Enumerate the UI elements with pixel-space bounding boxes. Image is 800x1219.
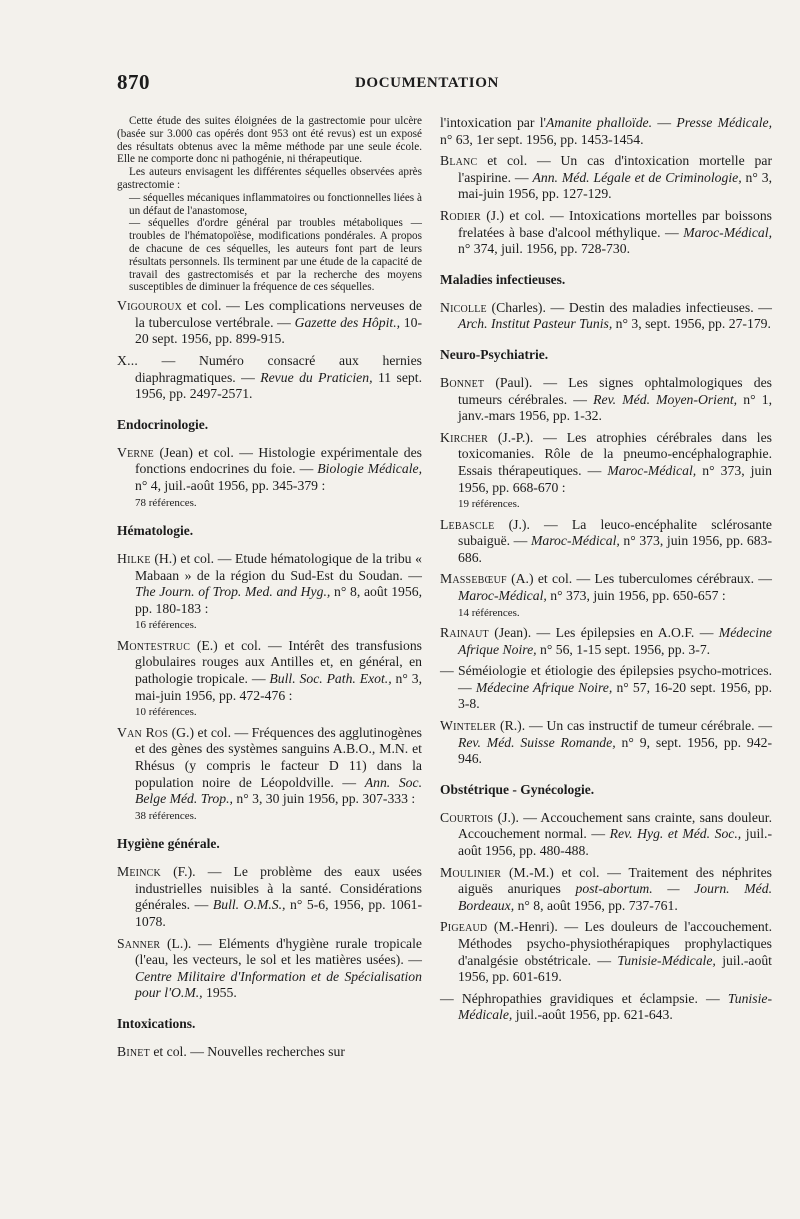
entry-details: n° 3, mai-juin 1956, pp. 127-129. — [458, 169, 773, 202]
bibliography-entry — [440, 517, 772, 567]
entry-author: Massebœuf — [440, 571, 507, 587]
entry-title: l'intoxication par l' — [440, 115, 547, 130]
bibliography-entry — [117, 353, 422, 403]
entry-references: 38 références. — [135, 809, 197, 822]
entry-journal: Maroc-Médical, — [458, 587, 547, 603]
bibliography-entry — [440, 865, 772, 915]
entry-author: Meinck — [117, 864, 161, 880]
entry-details: n° 373, juin 1956, pp. 683-686. — [458, 533, 773, 565]
entry-author: Blanc — [440, 153, 478, 169]
section-heading-hygiene: Hygiène générale. — [117, 836, 220, 852]
entry-author: Verne — [117, 444, 154, 460]
entry-author: Van Ros — [117, 724, 169, 740]
bibliography-entry — [117, 936, 422, 1002]
right-column — [440, 115, 772, 1029]
entry-author: Rodier — [440, 207, 481, 223]
entry-details: n° 373, juin 1956, pp. 668-670 : — [458, 462, 772, 495]
entry-details: n° 9, sept. 1956, pp. 942-946. — [458, 734, 773, 767]
entry-title: (J.). — Accouchement sans crainte, sans douleur. Accouchement normal. — — [458, 809, 772, 842]
left-column — [117, 115, 422, 1066]
entry-references: 16 références. — [135, 619, 197, 632]
entry-author: Winteler — [440, 718, 497, 734]
abstract-paragraph: Les auteurs envisagent les différentes séquelles observées après gastrectomie : — [117, 166, 422, 191]
entry-journal: Médecine Afrique Noire, — [458, 625, 772, 657]
entry-journal: post-abortum. — Journ. Méd. Bordeaux, — [458, 881, 772, 913]
bibliography-entry — [440, 430, 772, 496]
entry-title: (M.-Henri). — Les douleurs de l'accouchement. Méthodes psycho-physiothérapiques prophylactiques d'analgésie obstétricale. — — [458, 919, 773, 968]
entry-title-italic: Amanite phalloïde. — [546, 115, 653, 130]
entry-title: (A.) et col. — Les tuberculomes cérébraux. — — [511, 571, 772, 587]
entry-journal: Arch. Institut Pasteur Tunis, — [458, 316, 613, 332]
entry-details: n° 8, août 1956, pp. 737-761. — [517, 897, 678, 913]
entry-title: (E.) et col. — Intérêt des transfusions globulaires rouges aux Antilles et, en général, en pathologie tropicale. — — [135, 637, 422, 687]
entry-author: Bonnet — [440, 374, 485, 390]
entry-journal: Revue du Praticien, — [260, 369, 373, 385]
entry-journal: Bull. O.M.S., — [212, 897, 286, 913]
section-heading-hematologie: Hématologie. — [117, 523, 194, 538]
entry-details: juil.-août 1956, pp. 601-619. — [458, 952, 772, 985]
entry-journal: Ann. Soc. Belge Méd. Trop., — [135, 774, 423, 807]
entry-journal: Presse Médicale, — [676, 115, 773, 130]
entry-journal: Maroc-Médical, — [530, 533, 620, 549]
section-heading-intoxications: Intoxications. — [117, 1015, 196, 1031]
entry-details: n° 57, 16-20 sept. 1956, pp. 3-8. — [458, 679, 773, 712]
entry-journal: Bull. Soc. Path. Exot., — [269, 671, 392, 687]
entry-title: et col. — Un cas d'intoxication mortelle par l'aspirine. — — [458, 153, 772, 185]
entry-details: 10-20 sept. 1956, pp. 899-915. — [135, 314, 422, 347]
section-heading-neuro-psychiatrie: Neuro-Psychiatrie. — [440, 346, 549, 362]
bibliography-entry — [440, 919, 772, 985]
bibliography-entry — [440, 810, 772, 860]
entry-details: juil.-août 1956, pp. 480-488. — [458, 826, 773, 858]
bibliography-entry — [440, 571, 772, 604]
entry-title: — Néphropathies gravidiques et éclampsie. — — [440, 990, 720, 1006]
running-head: DOCUMENTATION — [355, 75, 499, 91]
entry-details: n° 1, janv.-mars 1956, pp. 1-32. — [458, 391, 773, 424]
entry-title: — Numéro consacré aux hernies diaphragmatiques. — — [135, 352, 423, 385]
entry-title: (L.). — Eléments d'hygiène rurale tropicale (l'eau, les vecteurs, le sol et les matières usées). — — [135, 935, 423, 968]
entry-title: et col. — Les complications nerveuses de la tuberculose vertébrale. — — [135, 298, 423, 330]
entry-details: n° 8, août 1956, pp. 180-183 : — [135, 584, 423, 616]
entry-journal: Centre Militaire d'Information et de Spécialisation pour l'O.M., — [135, 968, 422, 1001]
bibliography-entry — [440, 153, 772, 203]
entry-details: n° 3, sept. 1956, pp. 27-179. — [615, 316, 771, 332]
entry-title: (Jean) et col. — Histologie expérimentale des fonctions endocrines du foie. — — [135, 444, 422, 477]
entry-author: Courtois — [440, 809, 494, 825]
entry-title: et col. — Nouvelles recherches sur — [153, 1043, 345, 1059]
entry-journal: Biologie Médicale, — [317, 461, 423, 477]
entry-journal: Ann. Méd. Légale et de Criminologie, — [532, 169, 742, 185]
abstract-dash-item: — séquelles mécaniques inflammatoires ou fonctionnelles liées à un défaut de l'anastomose, — [129, 191, 422, 217]
bibliography-entry — [117, 298, 422, 348]
section-heading-obstetrique: Obstétrique - Gynécologie. — [440, 781, 595, 797]
entry-journal: Gazette des Hôpit., — [294, 314, 401, 330]
section-heading-maladies-infectieuses: Maladies infectieuses. — [440, 271, 566, 287]
entry-author: Kircher — [440, 429, 488, 445]
entry-title: (J.) et col. — Intoxications mortelles par boissons frelatées à base d'alcool méthylique. — — [458, 207, 772, 240]
entry-journal: Maroc-Médical, — [607, 462, 697, 478]
entry-references: 14 références. — [458, 606, 520, 619]
entry-details: n° 3, 30 juin 1956, pp. 307-333 : — [236, 791, 416, 807]
entry-title: (H.) et col. — Etude hématologique de la tribu « Mabaan » de la région du Sud-Est du Soudan. — — [135, 551, 422, 583]
entry-author: Lebascle — [440, 516, 495, 532]
entry-journal: Tunisie-Médicale, — [458, 990, 773, 1023]
bibliography-entry — [440, 663, 772, 713]
bibliography-entry — [440, 991, 772, 1024]
entry-details: n° 374, juil. 1956, pp. 728-730. — [458, 241, 631, 257]
entry-details: n° 4, juil.-août 1956, pp. 345-379 : — [135, 477, 326, 493]
bibliography-entry — [440, 375, 772, 425]
entry-title: (R.). — Un cas instructif de tumeur cérébrale. — — [500, 718, 773, 734]
bibliography-entry — [117, 445, 422, 495]
section-heading-endocrinologie: Endocrinologie. — [117, 416, 209, 432]
bibliography-entry — [440, 625, 772, 658]
entry-details: n° 373, juin 1956, pp. 650-657 : — [550, 587, 726, 603]
entry-journal: Rev. Hyg. et Méd. Soc., — [609, 826, 742, 842]
entry-details: n° 56, 1-15 sept. 1956, pp. 3-7. — [540, 641, 711, 657]
entry-journal: Médecine Afrique Noire, — [475, 679, 613, 695]
entry-references: 78 références. — [135, 496, 197, 509]
entry-author: Rainaut — [440, 625, 489, 641]
bibliography-entry — [117, 725, 422, 808]
entry-details: n° 5-6, 1956, pp. 1061-1078. — [135, 897, 422, 929]
abstract-dash-item: — séquelles d'ordre général par troubles métaboliques — troubles de l'hématopoïèse, modifications pondérales. A propos de chacune de ces séquelles, les auteurs font part de leurs résultats personnels. Ils terminent par une étude de la capacité de travail des gastrectomisés et par la recherche des moyens susceptibles de diminuer la fréquence de ces séquelles. — [129, 217, 422, 294]
entry-author: Sanner — [117, 935, 161, 951]
entry-dash: — — [657, 115, 672, 130]
entry-author: Montestruc — [117, 637, 191, 653]
entry-author: X... — [117, 352, 138, 368]
bibliography-entry — [117, 638, 422, 704]
entry-title: (Jean). — Les épilepsies en A.O.F. — — [494, 625, 714, 641]
entry-title: (F.). — Le problème des eaux usées industrielles nuisibles à la santé. Considérations générales. — — [135, 864, 422, 913]
bibliography-entry — [117, 1044, 422, 1061]
abstract-paragraph: Cette étude des suites éloignées de la gastrectomie pour ulcère (basée sur 3.000 cas opérés dont 953 ont été revus) est un exposé des résultats obtenus avec la même méthode par une seule école. Elle ne comporte donc ni pathogénie, ni thérapeutique. — [117, 115, 422, 166]
abstract — [117, 115, 422, 294]
entry-details: n° 63, 1er sept. 1956, pp. 1453-1454. — [440, 131, 644, 147]
bibliography-entry — [440, 718, 772, 768]
entry-title: (M.-M.) et col. — Traitement des néphrites aiguës anuriques — [458, 864, 772, 897]
entry-journal: Tunisie-Médicale, — [617, 952, 716, 968]
entry-references: 19 références. — [458, 498, 520, 511]
entry-details: 1955. — [205, 985, 237, 1001]
entry-author: Binet — [117, 1043, 150, 1059]
entry-journal: Maroc-Médical, — [683, 224, 772, 240]
entry-author: Vigouroux — [117, 298, 183, 314]
entry-author: Pigeaud — [440, 919, 488, 935]
entry-journal: Rev. Méd. Moyen-Orient, — [593, 391, 738, 407]
bibliography-entry — [117, 864, 422, 930]
page-number: 870 — [117, 70, 150, 94]
entry-journal: The Journ. of Trop. Med. and Hyg., — [135, 584, 331, 600]
entry-journal: Rev. Méd. Suisse Romande, — [458, 734, 616, 750]
bibliography-entry — [440, 208, 772, 258]
entry-title: — Séméiologie et étiologie des épilepsies psycho-motrices. — — [440, 663, 772, 695]
entry-author: Hilke — [117, 551, 151, 566]
entry-title: (G.) et col. — Fréquences des agglutinogènes et des gènes des systèmes sanguins A.B.O., M.N. et Rhésus (y compris le facteur D 11) dans la population noire de Léopoldville. — — [135, 724, 423, 790]
entry-title: (J.). — La leuco-encéphalite sclérosante subaiguë. — — [458, 516, 772, 549]
bibliography-entry — [117, 551, 422, 617]
entry-details: juil.-août 1956, pp. 621-643. — [515, 1007, 673, 1023]
entry-title: (J.-P.). — Les atrophies cérébrales dans les toxicomanies. Rôle de la pneumo-encéphalographie. Essais thérapeutiques. — — [458, 429, 773, 478]
entry-references: 10 références. — [135, 706, 197, 719]
bibliography-entry — [440, 300, 772, 333]
entry-author: Nicolle — [440, 299, 487, 315]
entry-details: 11 sept. 1956, pp. 2497-2571. — [135, 369, 422, 402]
bibliography-entry-continued — [440, 115, 772, 148]
entry-title: (Charles). — Destin des maladies infectieuses. — — [491, 299, 772, 315]
entry-details: n° 3, mai-juin 1956, pp. 472-476 : — [135, 671, 422, 703]
entry-title: (Paul). — Les signes ophtalmologiques des tumeurs cérébrales. — — [458, 374, 773, 407]
entry-author: Moulinier — [440, 864, 502, 880]
